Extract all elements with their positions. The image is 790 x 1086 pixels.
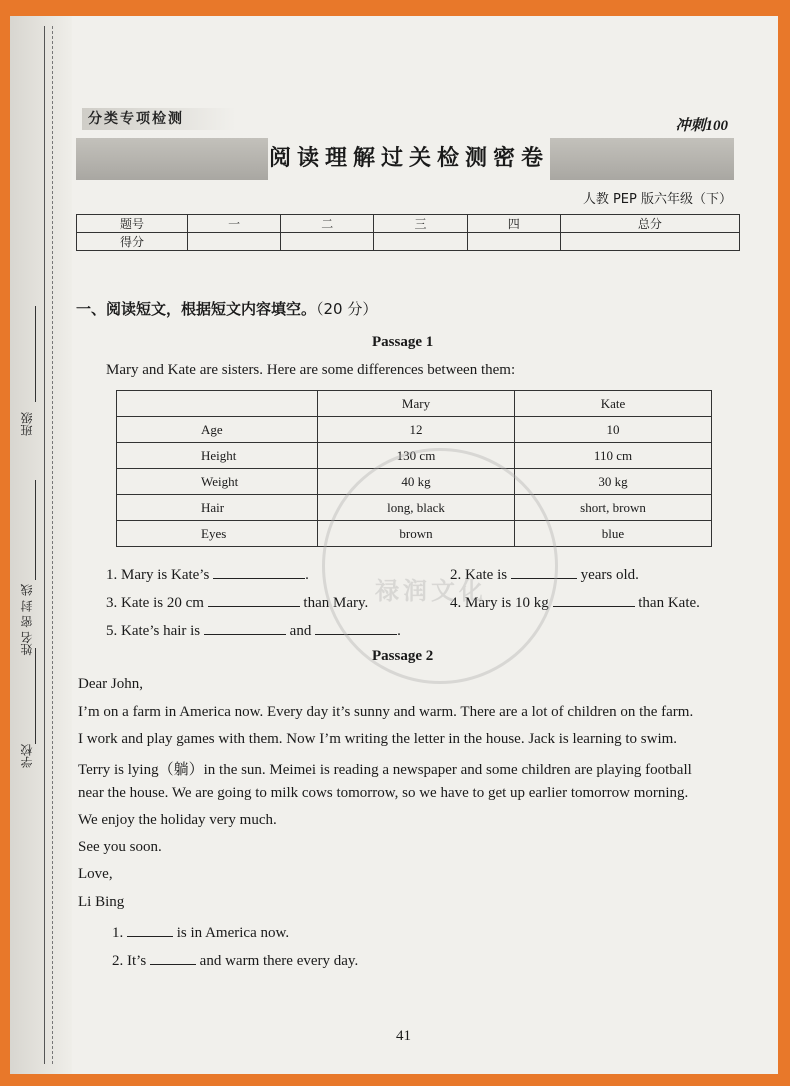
score-label-cell: 得分 [77,233,188,251]
table-row [117,469,712,495]
row-label: Height [117,443,318,469]
score-input-cell[interactable] [188,233,281,251]
score-table [76,214,740,251]
passage-1-intro: Mary and Kate are sisters. Here are some differences between them: [106,362,516,378]
kate-value: 30 kg [515,469,712,495]
row-label: Age [117,417,318,443]
table-row [117,495,712,521]
answer-blank[interactable] [315,620,397,635]
score-input-cell[interactable] [374,233,467,251]
comparison-header-cell: Kate [515,391,712,417]
mary-value: brown [318,521,515,547]
answer-blank[interactable] [213,564,305,579]
mary-value: long, black [318,495,515,521]
score-input-cell[interactable] [281,233,374,251]
watermark-text: 禄润文化 [375,577,487,605]
score-header-cell: 总分 [560,215,739,233]
p1-question-1 [106,564,309,584]
table-row [117,443,712,469]
comparison-header-row [117,391,712,417]
letter-closing: See you soon. [78,839,162,855]
table-row [117,417,712,443]
mary-value: 40 kg [318,469,515,495]
letter-signature: Li Bing [78,894,125,910]
title-bar [76,138,734,180]
p2-question-2 [112,950,358,970]
score-header-cell: 一 [188,215,281,233]
letter-line: near the house. We are going to milk cows tomorrow, so we have to get up earlier tomorrow morning. [78,785,689,801]
section-1-points: （20 分） [316,300,378,318]
passage-1-title: Passage 1 [372,334,434,350]
table-row [117,521,712,547]
score-value-row [77,233,740,251]
kate-value: 10 [515,417,712,443]
spine-line [44,26,45,1064]
question-text: 5. Kate’s hair is [106,623,201,639]
score-header-cell: 四 [467,215,560,233]
p1-question-4 [450,592,700,612]
comparison-header-cell: Mary [318,391,515,417]
question-text: . [305,567,309,583]
p1-question-2 [450,564,639,584]
question-text: . [397,623,401,639]
letter-greeting: Dear John, [78,676,143,692]
question-text: and [289,623,312,639]
comparison-header-cell [117,391,318,417]
exam-page [10,16,778,1074]
page-number: 41 [396,1028,411,1044]
school-label: 学校 [20,744,34,768]
question-text: is in America now. [176,925,290,941]
answer-blank[interactable] [127,922,173,937]
score-header-cell: 二 [281,215,374,233]
answer-blank[interactable] [511,564,577,579]
p2-question-1 [112,922,289,942]
mary-value: 130 cm [318,443,515,469]
letter-line: I’m on a farm in America now. Every day it’s sunny and warm. There are a lot of children on the farm. [78,704,694,720]
score-header-cell: 三 [374,215,467,233]
school-blank [35,648,36,744]
class-label: 班级 [20,412,34,436]
row-label: Weight [117,469,318,495]
binding-margin [10,16,72,1074]
answer-blank[interactable] [208,592,300,607]
score-input-cell[interactable] [560,233,739,251]
mary-value: 12 [318,417,515,443]
spine-dashed-line [52,26,53,1064]
row-label: Eyes [117,521,318,547]
score-header-row [77,215,740,233]
question-text: 1. Mary is Kate’s [106,567,210,583]
comparison-table [116,390,712,547]
row-label: Hair [117,495,318,521]
answer-blank[interactable] [204,620,286,635]
kate-value: blue [515,521,712,547]
kate-value: 110 cm [515,443,712,469]
p1-question-3 [106,592,368,612]
question-text: and warm there every day. [199,953,359,969]
question-text: 4. Mary is 10 kg [450,595,549,611]
letter-line: I work and play games with them. Now I’m writing the letter in the house. Jack is learning to swim. [78,731,678,747]
score-input-cell[interactable] [467,233,560,251]
answer-blank[interactable] [150,950,196,965]
question-text: than Mary. [303,595,369,611]
seal-label: 姓名 密 封 线 [20,584,34,656]
question-text: 3. Kate is 20 cm [106,595,204,611]
sprint-logo: 冲刺100 [675,118,728,134]
letter-love: Love, [78,866,113,882]
p1-question-5 [106,620,401,640]
question-text: than Kate. [638,595,700,611]
question-text: 2. It’s [112,953,147,969]
section-1-title: 一、阅读短文，根据短文内容填空。 [76,300,317,318]
class-blank [35,306,36,402]
section-1-heading [76,298,377,319]
passage-2-title: Passage 2 [372,648,434,664]
question-text: years old. [580,567,639,583]
page-title: 阅读理解过关检测密卷 [268,138,550,180]
answer-blank[interactable] [553,592,635,607]
kate-value: short, brown [515,495,712,521]
letter-line: Terry is lying（躺）in the sun. Meimei is reading a newspaper and some children are playing football [78,762,692,778]
letter-line: We enjoy the holiday very much. [78,812,277,828]
question-text: 1. [112,925,124,941]
question-text: 2. Kate is [450,567,508,583]
edition-label: 人教 PEP 版六年级（下） [582,192,732,207]
name-blank [35,480,36,580]
score-header-cell: 题号 [77,215,188,233]
category-tag: 分类专项检测 [82,108,236,130]
